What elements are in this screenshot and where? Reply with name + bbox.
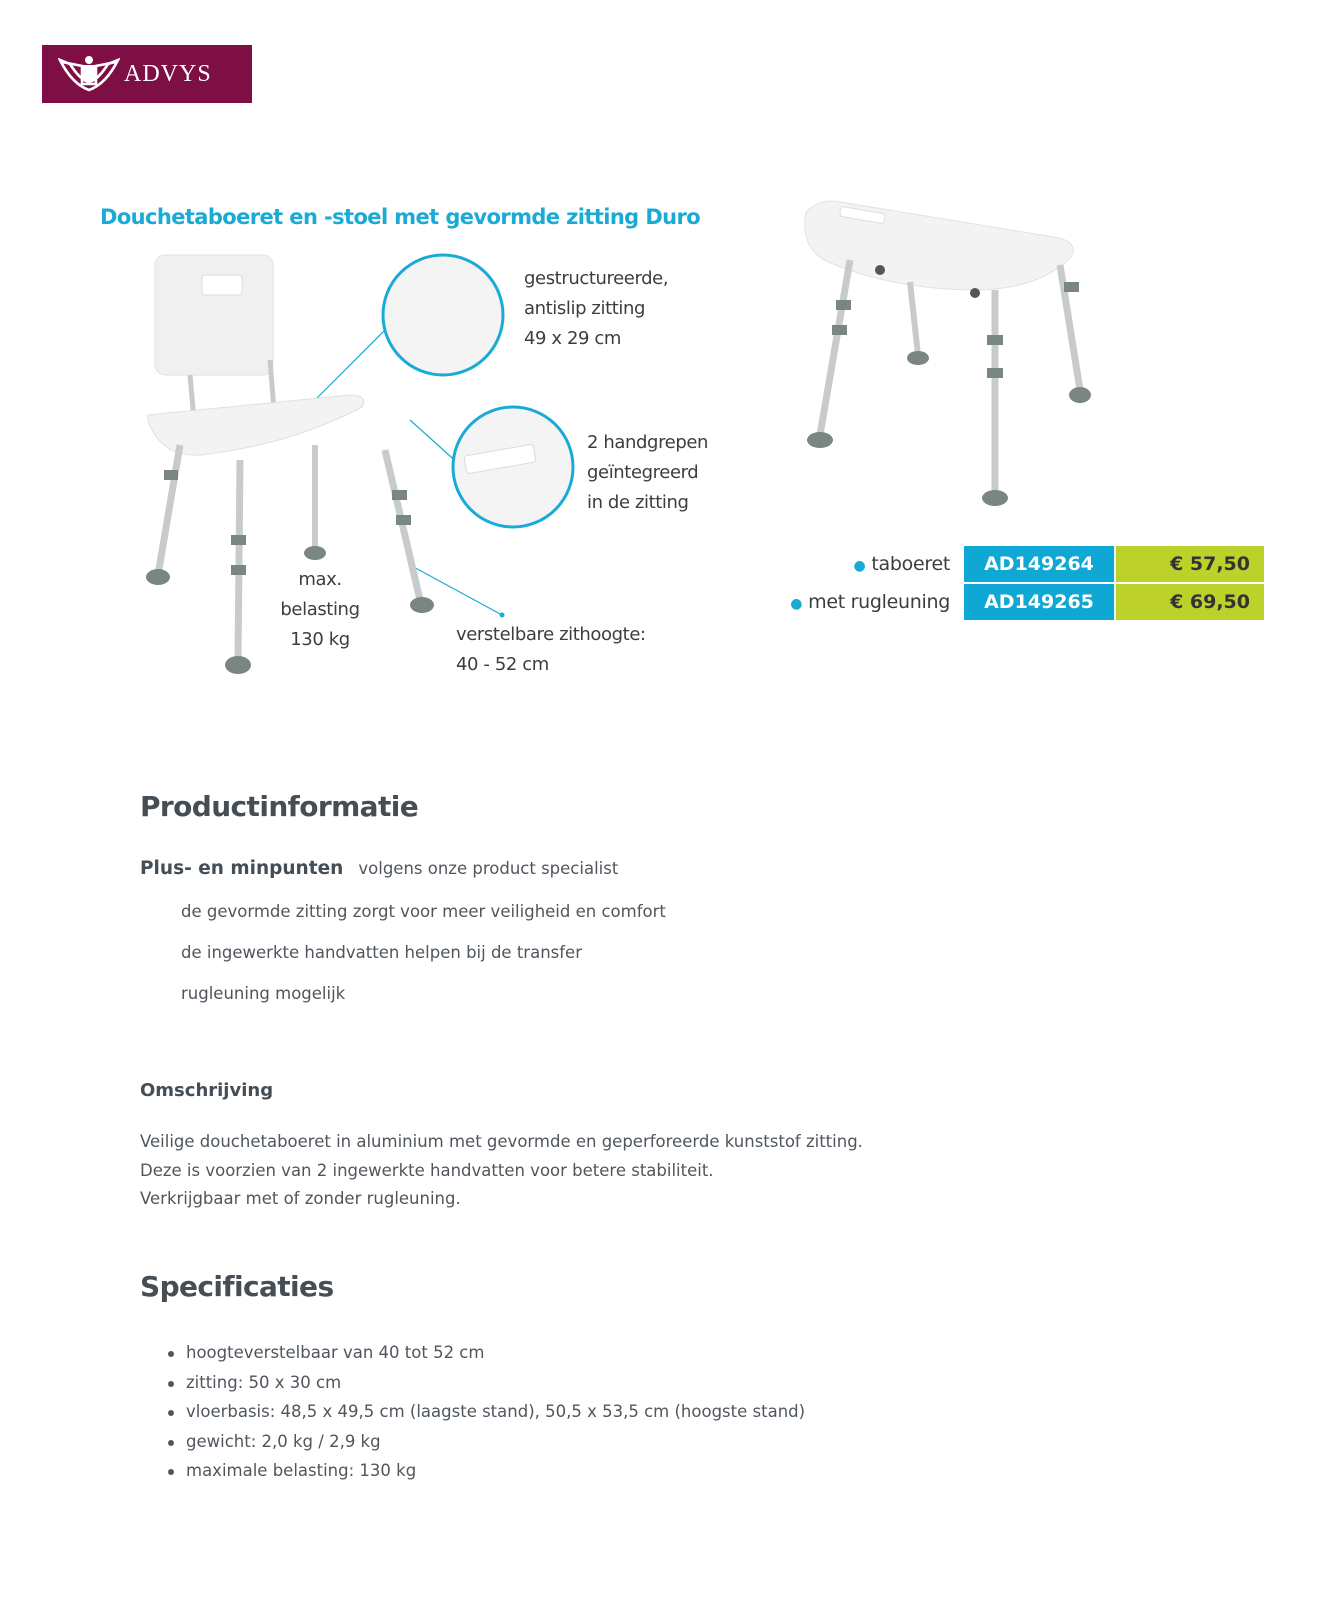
callout-line: in de zitting <box>587 492 689 513</box>
brand-name: ADVYS <box>124 60 212 87</box>
description-line: Veilige douchetaboeret in aluminium met gevormde en geperforeerde kunststof zitting. <box>140 1132 863 1151</box>
bullet-icon: ● <box>853 558 866 574</box>
callout-height <box>456 620 646 680</box>
pluspoints-label: Plus- en minpunten <box>140 858 344 879</box>
product-variant-label <box>780 553 964 575</box>
bullet-icon: ● <box>790 596 803 612</box>
spec-item: hoogteverstelbaar van 40 tot 52 cm <box>166 1338 805 1368</box>
callout-line: gestructureerde, <box>524 268 669 289</box>
variant-name: taboeret <box>871 553 950 575</box>
description-line: Verkrijgbaar met of zonder rugleuning. <box>140 1189 461 1208</box>
pluspoints-header <box>140 858 618 879</box>
pluspoint-item: de gevormde zitting zorgt voor meer veiligheid en comfort <box>181 902 666 921</box>
callout-line: geïntegreerd <box>587 462 699 483</box>
pluspoint-item: de ingewerkte handvatten helpen bij de transfer <box>181 943 582 962</box>
callout-seat <box>524 264 668 354</box>
productinfo-heading: Productinformatie <box>140 790 419 823</box>
specs-list <box>166 1338 805 1486</box>
description-text <box>140 1128 863 1214</box>
callout-handles <box>587 428 708 518</box>
spec-item: maximale belasting: 130 kg <box>166 1456 805 1486</box>
product-code: AD149264 <box>964 546 1116 582</box>
description-heading: Omschrijving <box>140 1080 274 1101</box>
callout-line: verstelbare zithoogte: <box>456 624 646 645</box>
price-row-taboeret <box>780 546 1264 582</box>
callout-load <box>270 565 370 655</box>
brand-logo[interactable] <box>42 45 252 103</box>
logo-figure-icon <box>58 54 120 94</box>
product-banner <box>90 190 1300 720</box>
banner-title: Douchetaboeret en -stoel met gevormde zitting Duro <box>100 205 701 229</box>
callout-line: 40 - 52 cm <box>456 654 549 675</box>
callout-line: 2 handgrepen <box>587 432 709 453</box>
product-variant-label <box>780 591 964 613</box>
description-line: Deze is voorzien van 2 ingewerkte handvatten voor betere stabiliteit. <box>140 1160 714 1180</box>
callout-line: antislip zitting <box>524 298 646 319</box>
price-table <box>780 546 1264 622</box>
spec-item: gewicht: 2,0 kg / 2,9 kg <box>166 1427 805 1457</box>
product-code: AD149265 <box>964 584 1116 620</box>
spec-item: zitting: 50 x 30 cm <box>166 1368 805 1398</box>
pluspoints-list <box>181 898 666 1021</box>
product-price: € 69,50 <box>1116 584 1264 620</box>
shower-stool-image <box>780 190 1100 510</box>
callout-line: belasting <box>280 599 360 620</box>
callout-line: max. <box>298 569 342 590</box>
product-price: € 57,50 <box>1116 546 1264 582</box>
spec-item: vloerbasis: 48,5 x 49,5 cm (laagste stand), 50,5 x 53,5 cm (hoogste stand) <box>166 1397 805 1427</box>
price-row-met-rugleuning <box>780 584 1264 620</box>
pluspoints-subtitle: volgens onze product specialist <box>358 859 619 878</box>
specs-heading: Specificaties <box>140 1270 334 1303</box>
variant-name: met rugleuning <box>808 591 950 613</box>
pluspoint-item: rugleuning mogelijk <box>181 984 346 1003</box>
callout-line: 130 kg <box>290 629 350 650</box>
callout-line: 49 x 29 cm <box>524 328 622 349</box>
